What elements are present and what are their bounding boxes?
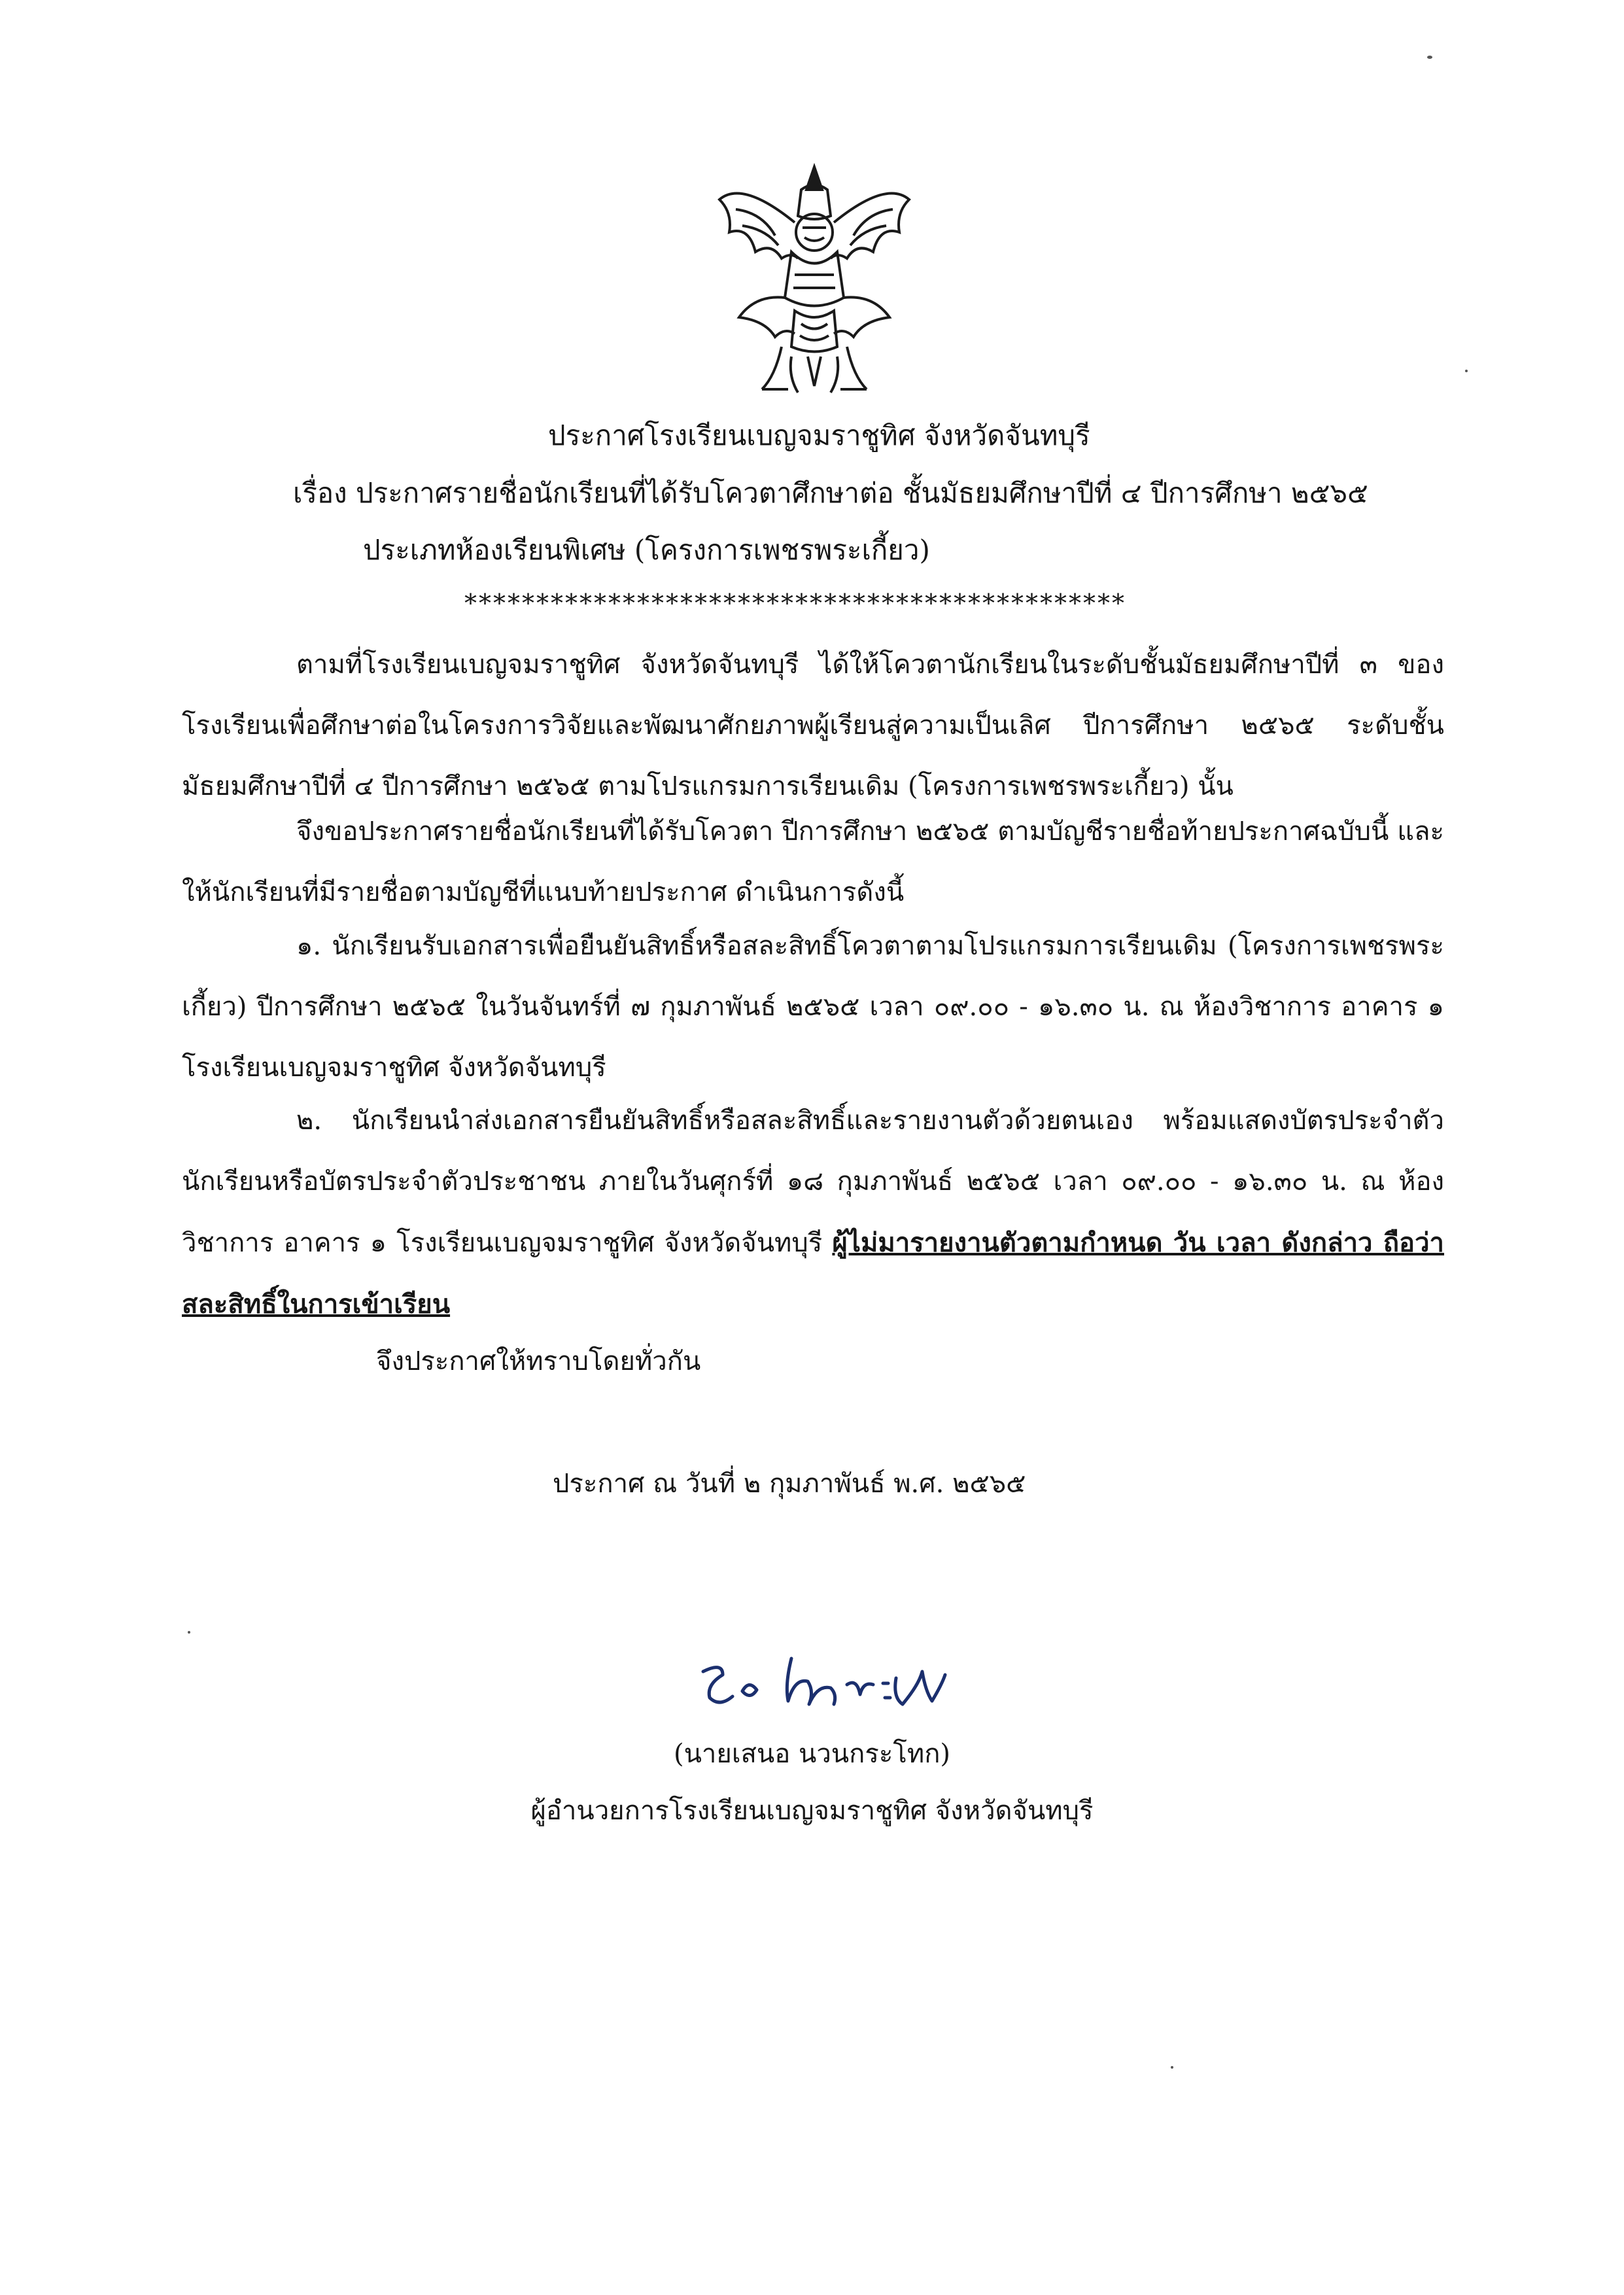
garuda-emblem-icon [703,160,925,402]
header-subject: เรื่อง ประกาศรายชื่อนักเรียนที่ได้รับโควตาศึกษาต่อ ชั้นมัธยมศึกษาปีที่ ๔ ปีการศึกษา ๒๕๖๕ [293,477,1368,509]
signer-position: ผู้อำนวยการโรงเรียนเบญจมราชูทิศ จังหวัดจันทบุรี [530,1796,1094,1826]
separator-line: ********************************************** [464,589,1126,618]
closing-statement: จึงประกาศให้ทราบโดยทั่วกัน [376,1346,701,1376]
paragraph-announcement: จึงขอประกาศรายชื่อนักเรียนที่ได้รับโควตา ปีการศึกษา ๒๕๖๕ ตามบัญชีรายชื่อท้ายประกาศฉบับนี้ และให้นักเรียนที่มีรายชื่อตามบัญชีที่แนบท้ายประกาศ ดำเนินการดังนี้ [182,816,1444,907]
signer-name: (นายเสนอ นวนกระโทก) [673,1739,951,1769]
scan-speck [188,1631,190,1634]
scan-speck [1171,2066,1173,2069]
list-item-1: ๑. นักเรียนรับเอกสารเพื่อยืนยันสิทธิ์หรือสละสิทธิ์โควตาตามโปรแกรมการเรียนเดิม (โครงการเพชรพระเกี้ยว) ปีการศึกษา ๒๕๖๕ ในวันจันทร์ที่ ๗ กุมภาพันธ์ ๒๕๖๕ เวลา ๐๙.๐๐ - ๑๖.๓๐ น. ณ ห้องวิชาการ อาคาร ๑ โรงเรียนเบญจมราชูทิศ จังหวัดจันทบุรี [182,931,1444,1083]
scan-speck [1465,370,1468,372]
scan-speck [1427,56,1432,59]
paragraph-intro: ตามที่โรงเรียนเบญจมราชูทิศ จังหวัดจันทบุรี ได้ให้โควตานักเรียนในระดับชั้นมัธยมศึกษาปีที่ ๓ ของโรงเรียนเพื่อศึกษาต่อในโครงการวิจัยและพัฒนาศักยภาพผู้เรียนสู่ความเป็นเลิศ ปีการศึกษา ๒๕๖๕ ระดับชั้นมัธยมศึกษาปีที่ ๔ ปีการศึกษา ๒๕๖๕ ตามโปรแกรมการเรียนเดิม (โครงการเพชรพระเกี้ยว) นั้น [182,650,1444,801]
list-item-2-emphasis: ผู้ไม่มารายงานตัวตามกำหนด วัน เวลา ดังกล่าว ถือว่าสละสิทธิ์ในการเข้าเรียน [182,1227,1445,1320]
list-item-2-text: ๒. นักเรียนนำส่งเอกสารยืนยันสิทธิ์หรือสละสิทธิ์และรายงานตัวด้วยตนเอง พร้อมแสดงบัตรประจำตัวนักเรียนหรือบัตรประจำตัวประชาชน ภายในวันศุกร์ที่ ๑๘ กุมภาพันธ์ ๒๕๖๕ เวลา ๐๙.๐๐ - ๑๖.๓๐ น. ณ ห้องวิชาการ อาคาร ๑ โรงเรียนเบญจมราชูทิศ จังหวัดจันทบุรี [182,1106,1444,1258]
announcement-date: ประกาศ ณ วันที่ ๒ กุมภาพันธ์ พ.ศ. ๒๕๖๕ [553,1469,1026,1499]
list-item-2 [182,1091,1444,1335]
header-category: ประเภทห้องเรียนพิเศษ (โครงการเพชรพระเกี้ยว) [363,534,930,566]
signature [697,1645,971,1724]
header-title: ประกาศโรงเรียนเบญจมราชูทิศ จังหวัดจันทบุรี [548,419,1090,451]
